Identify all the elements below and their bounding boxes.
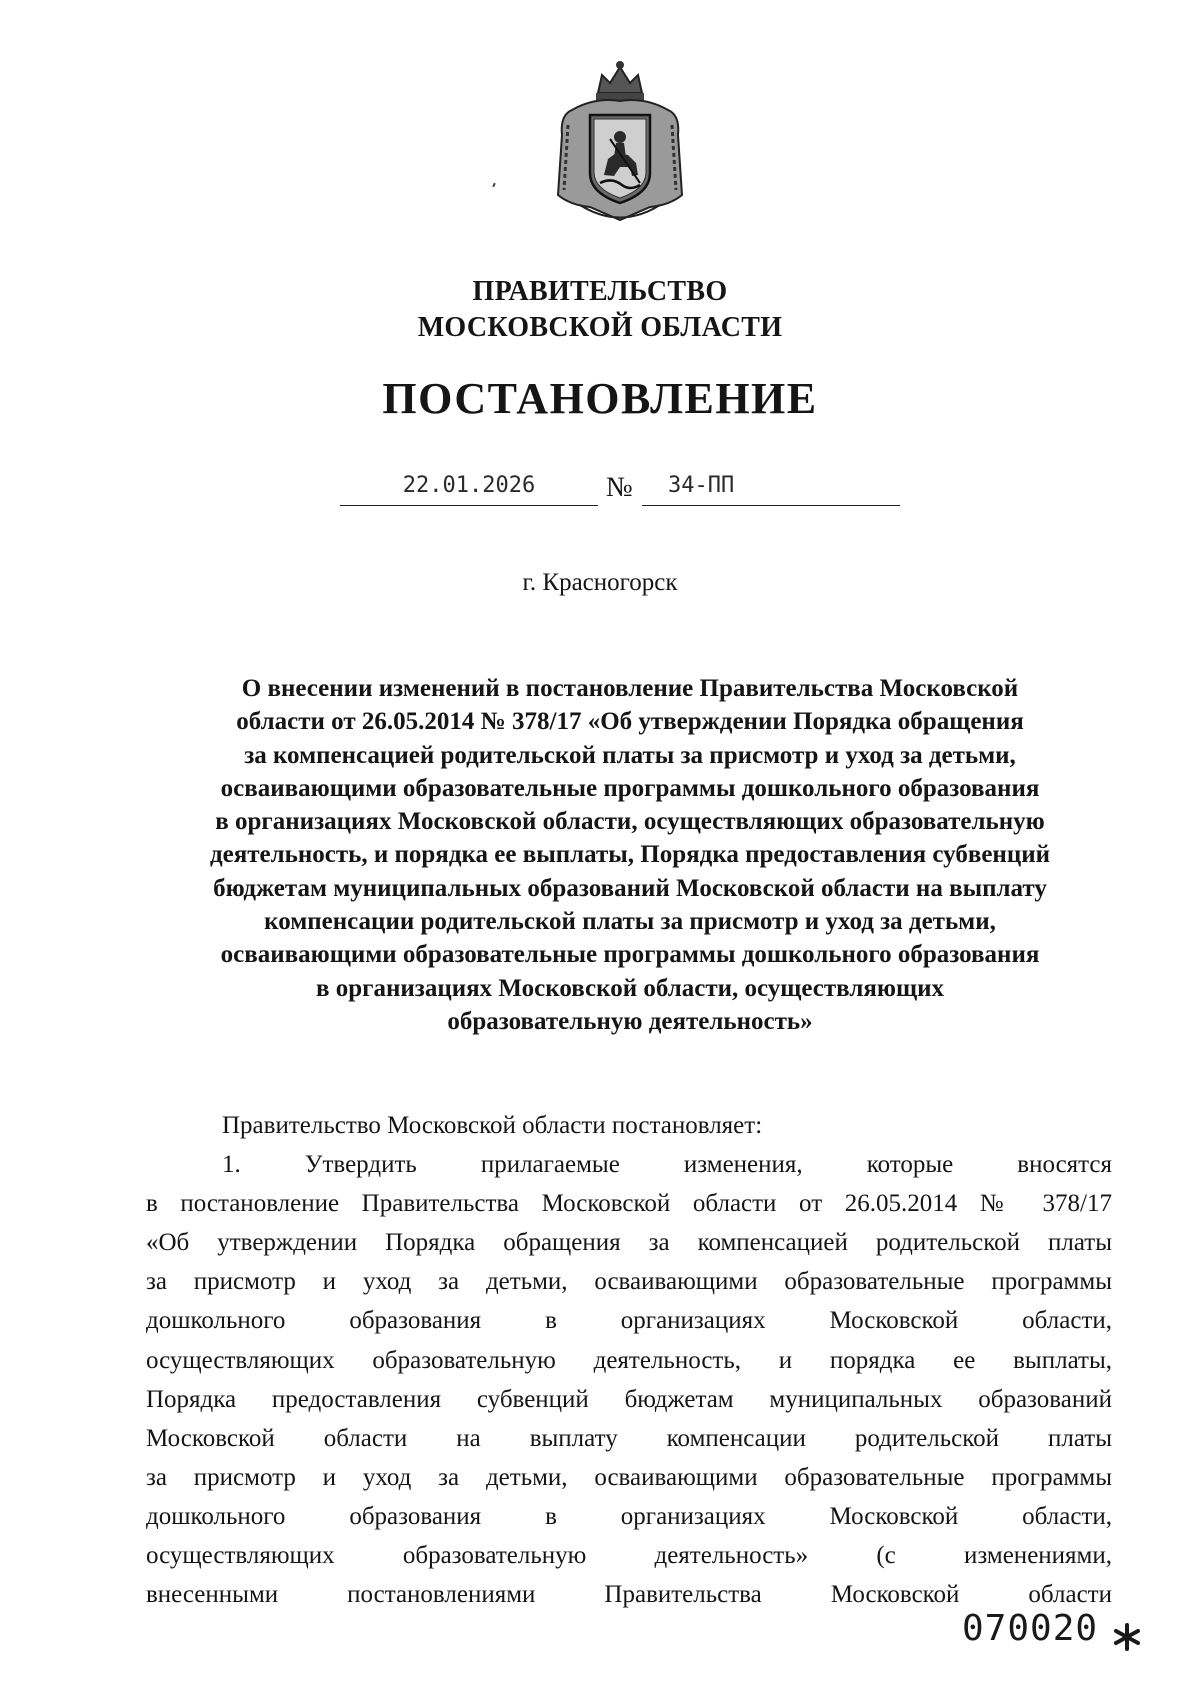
date-number-row — [0, 470, 1200, 510]
heading-line: осваивающими образовательные программы дошкольного образования — [220, 941, 1040, 969]
body-line: за присмотр и уход за детьми, осваивающими образовательные программы — [146, 1463, 1112, 1491]
org-title-line2: МОСКОВСКОЙ ОБЛАСТИ — [417, 312, 783, 343]
number-sign: № — [606, 472, 633, 503]
heading-line: деятельность, и порядка ее выплаты, Порядка предоставления субвенций — [209, 841, 1051, 869]
body-line: внесенными постановлениями Правительства Московской области — [146, 1581, 1112, 1609]
issue-city: г. Красногорск — [522, 569, 678, 596]
body-line: 1. Утвердить прилагаемые изменения, которые вносятся — [222, 1151, 1112, 1179]
body-line: «Об утверждении Порядка обращения за компенсацией родительской платы — [146, 1229, 1112, 1257]
body-line: дошкольного образования в организациях Московской области, — [146, 1307, 1112, 1335]
heading-line: О внесении изменений в постановление Правительства Московской — [241, 675, 1019, 702]
document-number: 34-ПП — [668, 473, 735, 498]
date-underline — [340, 505, 598, 506]
body-line: осуществляющих образовательную деятельность, и порядка ее выплаты, — [146, 1346, 1112, 1374]
heading-line: области от 26.05.2014 № 378/17 «Об утверждении Порядка обращения — [236, 708, 1024, 736]
heading-line: осваивающими образовательные программы дошкольного образования — [220, 774, 1040, 802]
body-line: Порядка предоставления субвенций бюджетам муниципальных образований — [146, 1385, 1112, 1413]
body-intro: Правительство Московской области постановляет: — [222, 1112, 763, 1139]
body-line: в постановление Правительства Московской области от 26.05.2014 № 378/17 — [146, 1190, 1112, 1218]
body-line: дошкольного образования в организациях Московской области, — [146, 1502, 1112, 1530]
heading-line: в организациях Московской области, осуществляющих — [315, 974, 945, 1002]
body-line: Московской области на выплату компенсации родительской платы — [146, 1424, 1112, 1452]
document-type: ПОСТАНОВЛЕНИЕ — [382, 374, 818, 423]
heading-line: в организациях Московской области, осуществляющих образовательную — [215, 808, 1045, 836]
document-date: 22.01.2026 — [402, 473, 536, 498]
heading-line: образовательную деятельность» — [447, 1007, 813, 1035]
body-line: осуществляющих образовательную деятельность» (с изменениями, — [146, 1542, 1112, 1570]
number-underline — [642, 505, 900, 506]
document-heading — [140, 672, 1120, 1038]
heading-line: за компенсацией родительской платы за присмотр и уход за детьми, — [244, 741, 1016, 769]
org-title-line1: ПРАВИТЕЛЬСТВО — [472, 276, 728, 307]
asterisk-mark-icon — [1112, 1622, 1142, 1652]
heading-line: бюджетам муниципальных образований Московской области на выплату — [213, 874, 1047, 902]
form-serial-number: 070020 — [962, 1608, 1099, 1649]
body-line: за присмотр и уход за детьми, осваивающими образовательные программы — [146, 1268, 1112, 1296]
moscow-oblast-coat-of-arms-icon — [550, 55, 690, 225]
heading-line: компенсации родительской платы за присмотр и уход за детьми, — [264, 908, 996, 936]
body-text — [146, 1106, 1112, 1614]
scan-speck — [492, 183, 496, 187]
